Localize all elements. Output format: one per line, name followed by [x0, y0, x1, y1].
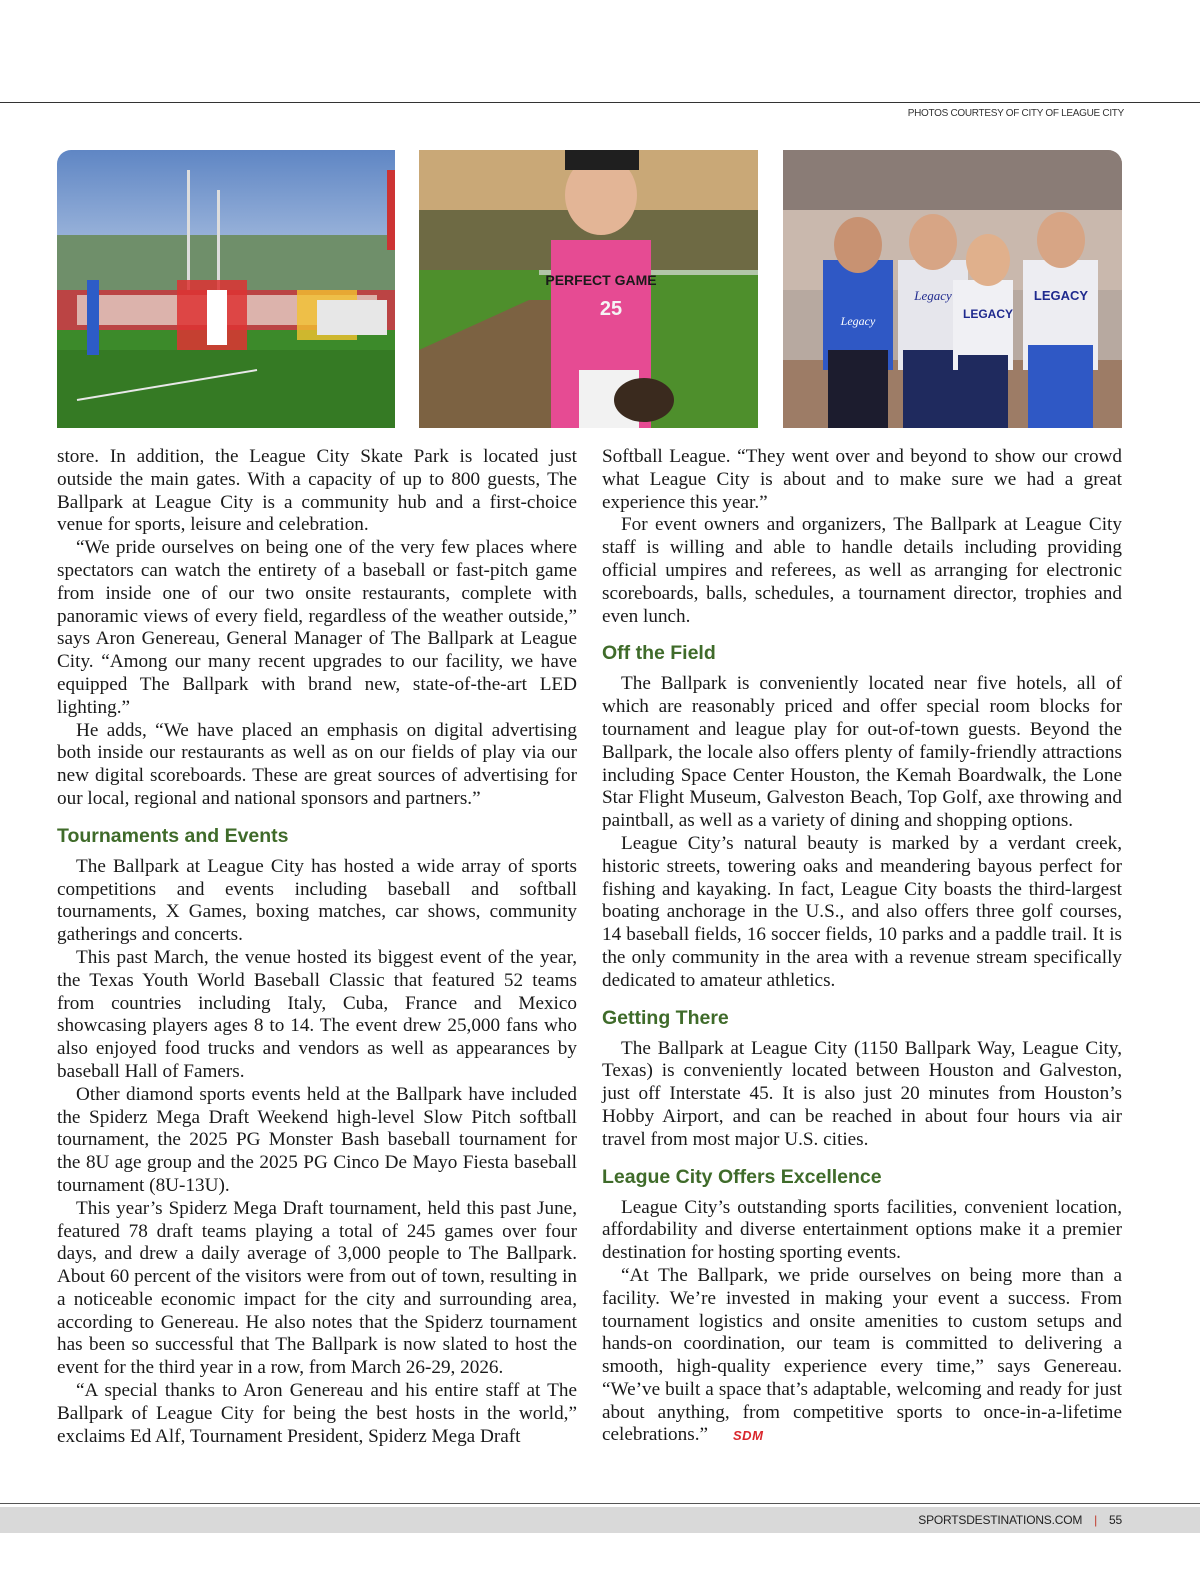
paragraph: The Ballpark is conveniently located near five hotels, all of which are reasonably priced and offer special room blocks for tournament and league play for out-of-town guests. Beyond the Ballpark, the locale also offers plenty of family-friendly attractions including Space Center Houston, the Kemah Boardwalk, the Lone Star Flight Museum, Galveston Beach, Top Golf, axe throwing and paintball, as well as a variety of dining and shopping options.	[602, 673, 1122, 832]
paragraph: League City’s natural beauty is marked by a verdant creek, historic streets, towering oaks and meandering bayous perfect for fishing and kayaking. In fact, League City boasts the third-largest boating anchorage in the U.S., and also offers three golf courses, 14 baseball fields, 16 soccer fields, 10 parks and a paddle trail. It is the only community in the area with a revenue stream specifically dedicated to amateur athletics.	[602, 832, 1122, 991]
section-heading: Getting There	[602, 1006, 729, 1029]
jersey-number: 25	[599, 298, 623, 320]
section-heading: Off the Field	[602, 642, 716, 665]
section-heading: Tournaments and Events	[57, 824, 289, 847]
paragraph: He adds, “We have placed an emphasis on digital advertising both inside our restaurants as well as on our fields of play via our new digital scoreboards. These are great sources of advertising for our local, regional and national sponsors and partners.”	[57, 719, 577, 809]
paragraph: For event owners and organizers, The Ballpark at League City staff is willing and able to handle details including providing official umpires and referees, as well as arranging for electronic scoreboards, balls, schedules, a tournament director, trophies and even lunch.	[602, 514, 1122, 627]
footer	[918, 1513, 1122, 1527]
jersey-text-4: LEGACY	[1033, 288, 1089, 303]
photo-opening-ceremony	[57, 150, 395, 428]
left-column	[57, 446, 577, 1448]
jersey-text-3: LEGACY	[962, 307, 1014, 321]
page-number: 55	[1109, 1513, 1122, 1527]
sdm-end-logo: SDM	[733, 1428, 764, 1444]
footer-site: SPORTSDESTINATIONS.COM	[918, 1513, 1083, 1527]
paragraph: store. In addition, the League City Skate Park is located just outside the main gates. With a capacity of up to 800 guests, The Ballpark at League City is a community hub and a first-choice venue for sports, leisure and celebration.	[57, 446, 577, 536]
right-column	[602, 446, 1122, 1448]
paragraph: The Ballpark at League City has hosted a wide array of sports competitions and events including baseball and softball tournaments, X Games, boxing matches, car shows, community gatherings and concerts.	[57, 855, 577, 946]
top-rule	[0, 102, 1200, 103]
section-heading: League City Offers Excellence	[602, 1165, 882, 1188]
paragraph-text: “At The Ballpark, we pride ourselves on being more than a facility. We’re invested in making your event a success. From tournament logistics and onsite amenities to custom setups and hands-on coordination, our team is committed to delivering a smooth, high-quality experience every time,” says Genereau. “We’ve built a space that’s adaptable, welcoming and ready for just about anything, from competitive sports to once-in-a-lifetime celebrations.”	[602, 1264, 1122, 1446]
photo-player-pink-jersey	[419, 150, 758, 428]
paragraph: Softball League. “They went over and beyond to show our crowd what League City is about and to make sure we had a great experience this year.”	[602, 446, 1122, 513]
paragraph: The Ballpark at League City (1150 Ballpark Way, League City, Texas) is conveniently located between Houston and Galveston, just off Interstate 45. It is also just 20 minutes from Houston’s Hobby Airport, and can be reached in about four hours via air travel from most major U.S. cities.	[602, 1037, 1122, 1150]
photo-softball-girls	[783, 150, 1122, 428]
paragraph: League City’s outstanding sports facilities, convenient location, affordability and diverse entertainment options make it a premier destination for hosting sporting events.	[602, 1196, 1122, 1264]
jersey-text-2: Legacy	[914, 288, 952, 303]
jersey-text: PERFECT GAME	[545, 272, 657, 288]
photo-credit: PHOTOS COURTESY OF CITY OF LEAGUE CITY	[907, 108, 1124, 119]
paragraph-final	[602, 1265, 1122, 1448]
jersey-text-1: Legacy	[840, 314, 876, 328]
paragraph: This year’s Spiderz Mega Draft tournament, held this past June, featured 78 draft teams playing a total of 245 games over four days, and drew a daily average of 3,000 people to The Ballpark. About 60 percent of the visitors were from out of town, resulting in a noticeable economic impact for the city and surrounding area, according to Genereau. He also notes that the Spiderz tournament has been so successful that The Ballpark is now slated to host the event for the third year in a row, from March 26-29, 2026.	[57, 1197, 577, 1379]
paragraph: Other diamond sports events held at the Ballpark have included the Spiderz Mega Draft Weekend high-level Slow Pitch softball tournament, the 2025 PG Monster Bash baseball tournament for the 8U age group and the 2025 PG Cinco De Mayo Fiesta baseball tournament (8U-13U).	[57, 1083, 577, 1196]
footer-rule	[0, 1503, 1200, 1504]
footer-separator: |	[1094, 1513, 1098, 1527]
paragraph: “We pride ourselves on being one of the very few places where spectators can watch the entirety of a baseball or fast-pitch game from inside one of our two onsite restaurants, complete with panoramic views of every field, regardless of the weather outside,” says Aron Genereau, General Manager of The Ballpark at League City. “Among our many recent upgrades to our facility, we have equipped The Ballpark with brand new, state-of-the-art LED lighting.”	[57, 537, 577, 718]
paragraph: “A special thanks to Aron Genereau and his entire staff at The Ballpark of League City for being the best hosts in the world,” exclaims Ed Alf, Tournament President, Spiderz Mega Draft	[57, 1380, 577, 1447]
paragraph: This past March, the venue hosted its biggest event of the year, the Texas Youth World Baseball Classic that featured 52 teams from countries including Italy, Cuba, France and Mexico showcasing players ages 8 to 14. The event drew 25,000 fans who also enjoyed food trucks and vendors as well as appearances by baseball Hall of Famers.	[57, 946, 577, 1082]
